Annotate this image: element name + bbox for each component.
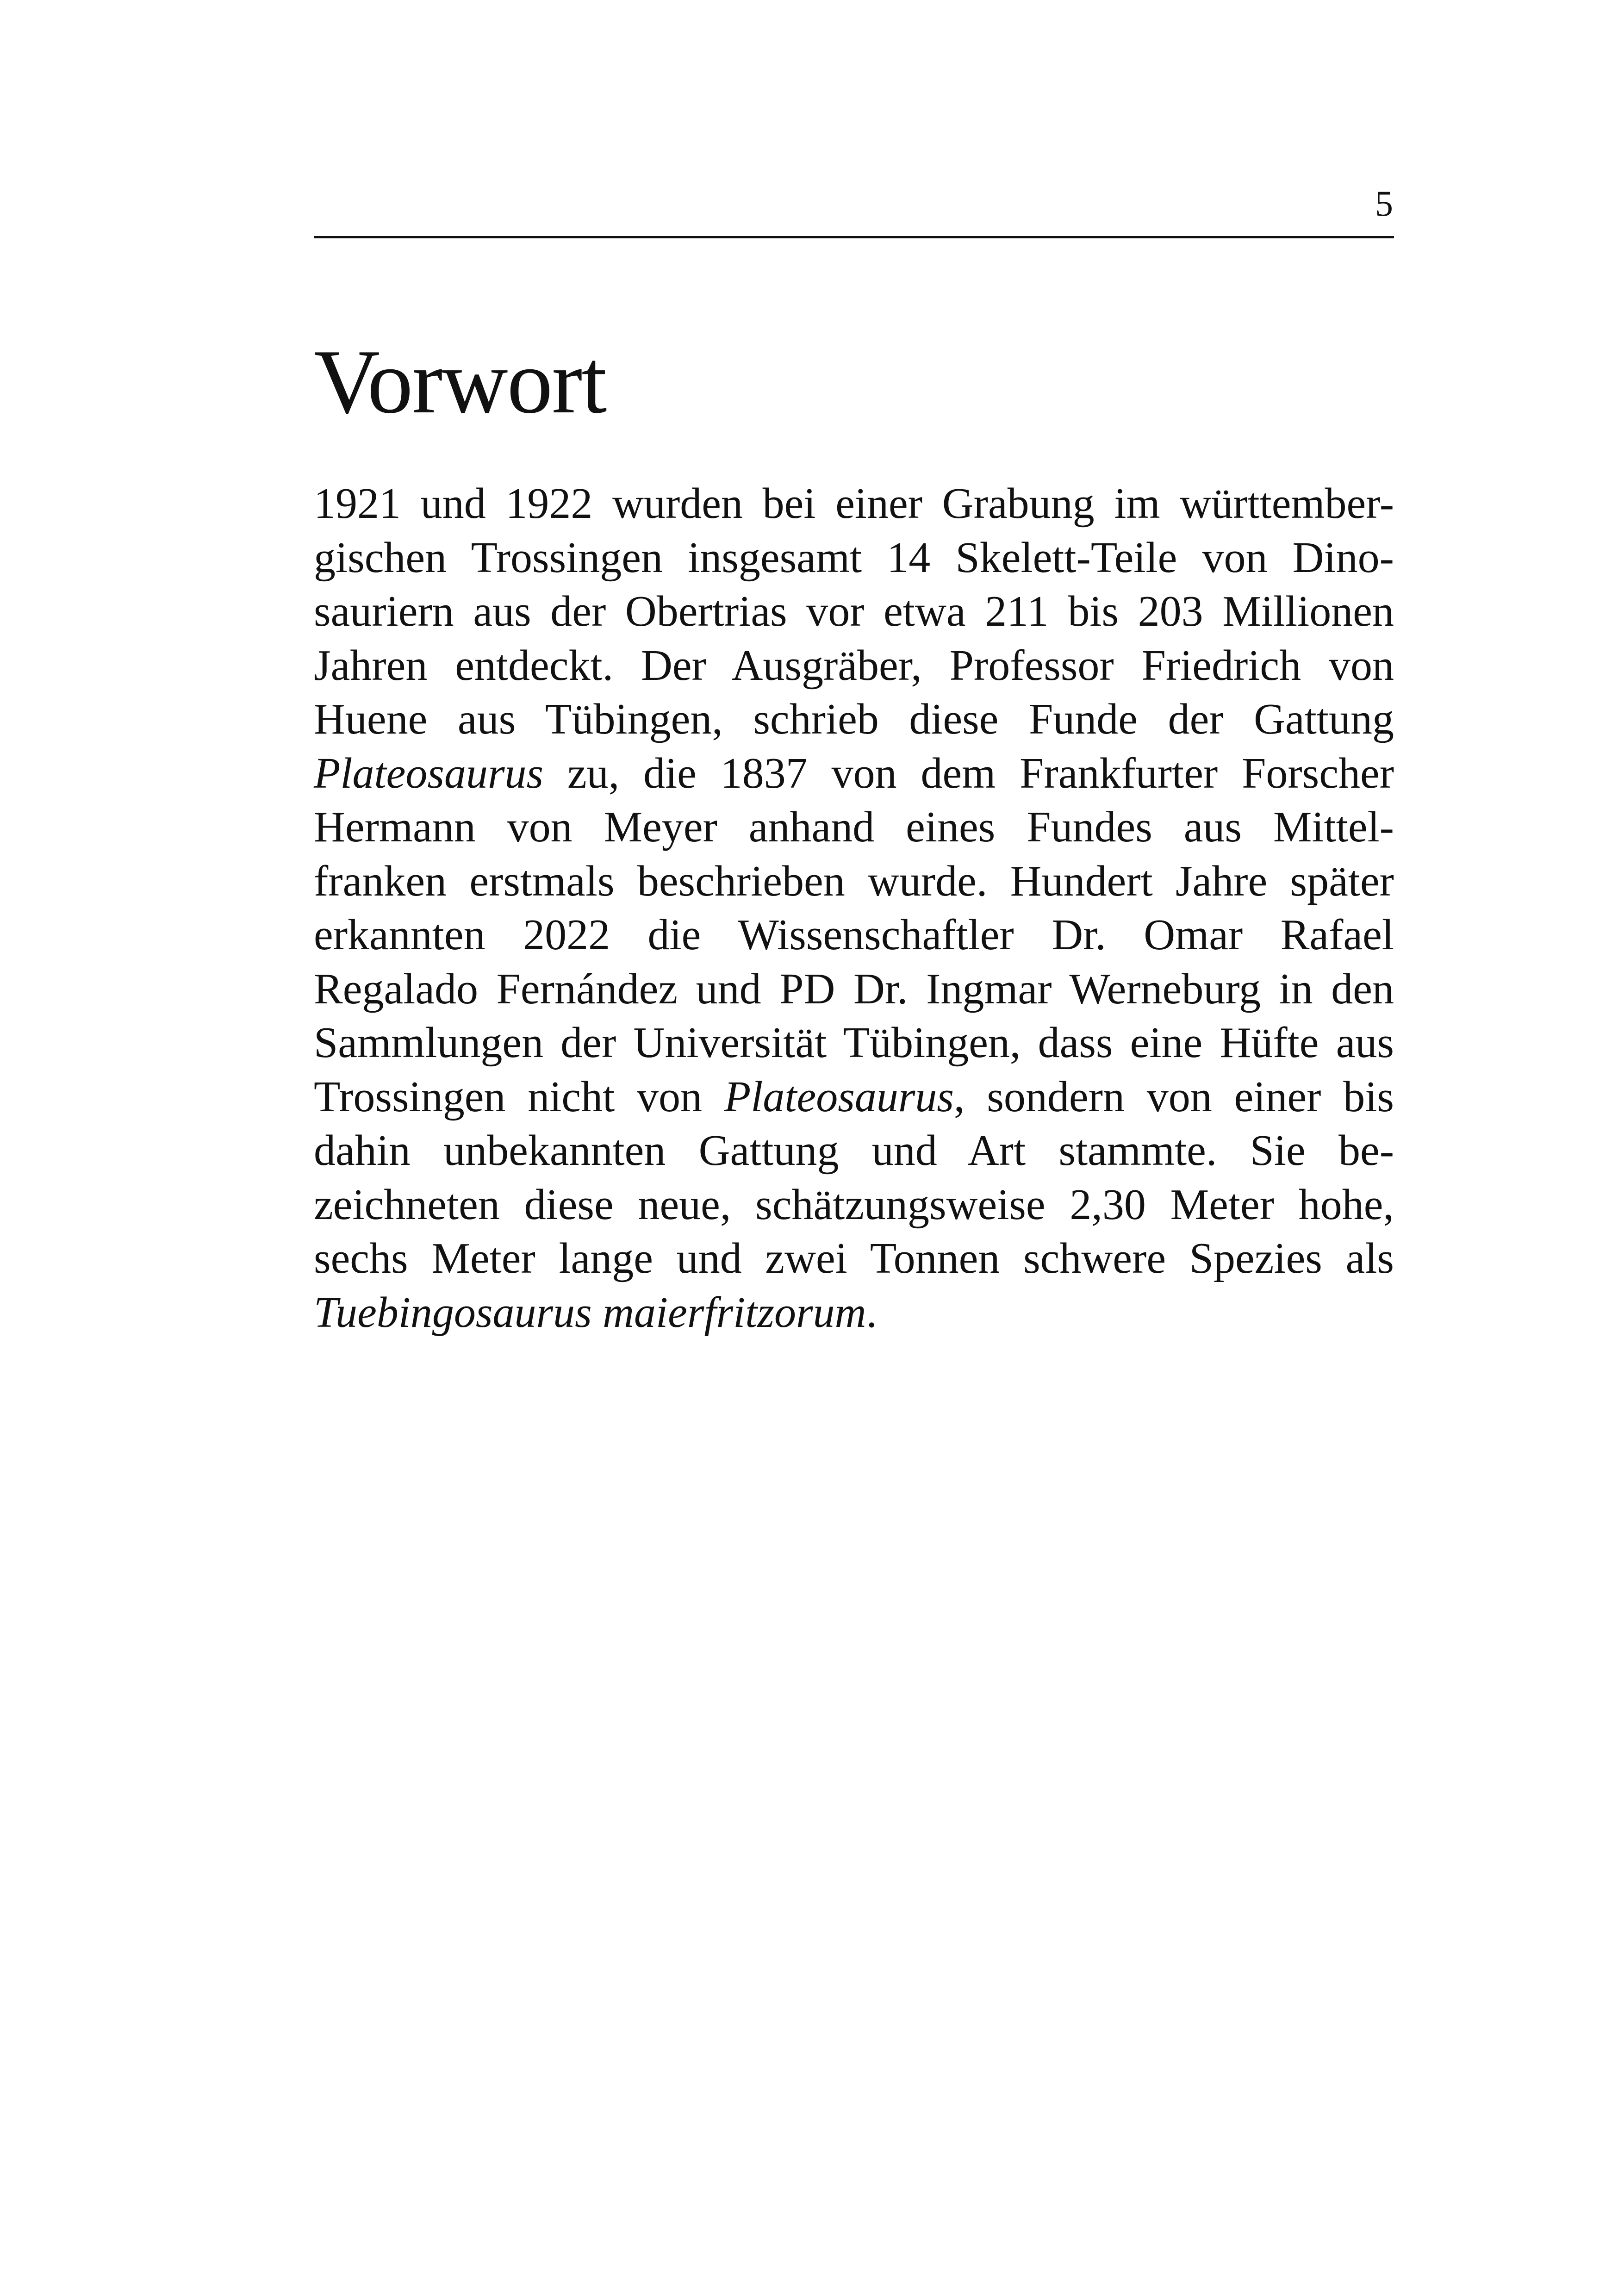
text-line: gischen Trossingen insgesamt 14 Skelett-Teile von Dino- <box>314 533 1394 582</box>
text-line: Jahren entdeckt. Der Ausgräber, Professor Friedrich von <box>314 641 1394 690</box>
text-line <box>314 747 1394 801</box>
body-paragraph <box>314 477 1394 1339</box>
taxon-name: Plateosaurus <box>314 749 544 797</box>
text-line: dahin unbekannten Gattung und Art stammte. Sie be- <box>314 1126 1394 1175</box>
text-line: 1921 und 1922 wurden bei einer Grabung im württember- <box>314 479 1394 528</box>
text-line: sechs Meter lange und zwei Tonnen schwere Spezies als <box>314 1234 1394 1282</box>
text-fragment: Trossingen nicht von <box>314 1072 724 1121</box>
text-fragment: zu, die 1837 von dem Frankfurter Forscher <box>543 749 1394 797</box>
text-line: Huene aus Tübingen, schrieb diese Funde der Gattung <box>314 695 1394 743</box>
page-number: 5 <box>1375 183 1393 224</box>
text-line: Sammlungen der Universität Tübingen, dass eine Hüfte aus <box>314 1019 1394 1067</box>
text-line: zeichneten diese neue, schätzungsweise 2,30 Meter hohe, <box>314 1180 1394 1229</box>
text-line: erkannten 2022 die Wissenschaftler Dr. Omar Rafael <box>314 911 1394 959</box>
taxon-name: Tuebingosaurus maierfritzorum <box>314 1288 866 1337</box>
text-fragment: , sondern von einer bis <box>954 1072 1394 1121</box>
text-line <box>314 1070 1394 1124</box>
header-rule <box>314 236 1394 238</box>
taxon-name: Plateosaurus <box>724 1072 954 1121</box>
text-line <box>314 1286 1394 1340</box>
chapter-title: Vorwort <box>314 331 606 432</box>
text-line: Hermann von Meyer anhand eines Fundes aus Mittel- <box>314 803 1394 851</box>
text-line: franken erstmals beschrieben wurde. Hundert Jahre später <box>314 857 1394 905</box>
text-line: sauriern aus der Obertrias vor etwa 211 bis 203 Millionen <box>314 587 1394 635</box>
text-line: Regalado Fernández und PD Dr. Ingmar Werneburg in den <box>314 964 1394 1013</box>
text-fragment: . <box>866 1288 877 1337</box>
